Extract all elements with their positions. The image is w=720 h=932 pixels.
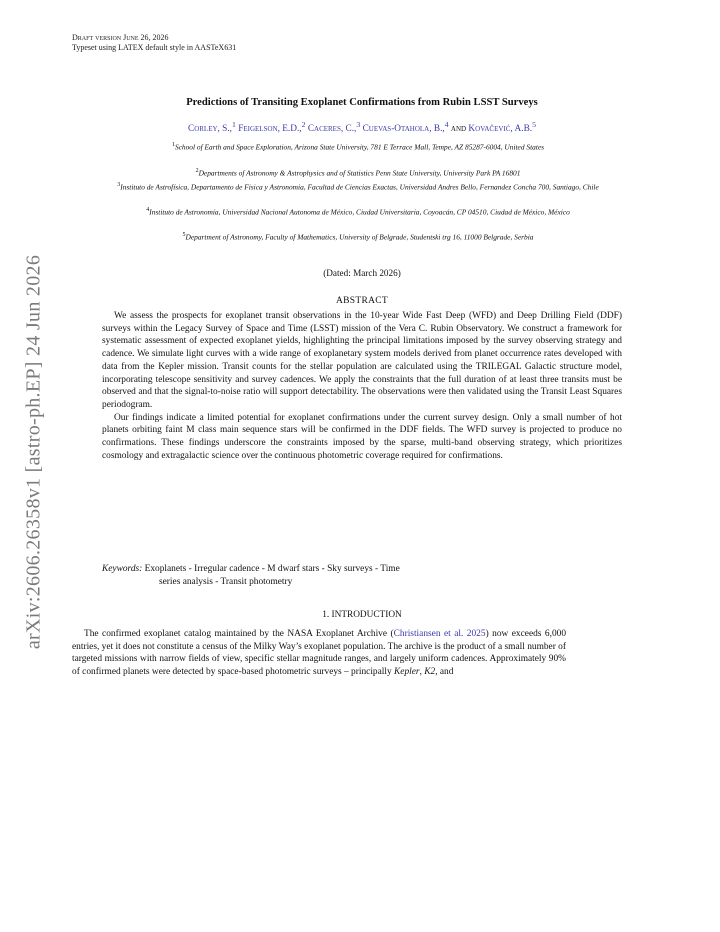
author-name[interactable]: Corley, S., <box>188 124 232 135</box>
affiliation-mark: 3 <box>117 182 121 188</box>
author-and: and <box>450 124 467 135</box>
mission-name: K2 <box>424 666 436 677</box>
intro-text-part: The confirmed exoplanet catalog maintained by the NASA Exoplanet Archive ( <box>84 629 394 639</box>
section-heading: 1. INTRODUCTION <box>322 610 402 620</box>
dated-line: (Dated: March 2026) <box>323 268 401 278</box>
author-name[interactable]: Kovačević, A.B. <box>468 124 533 135</box>
author-affil-mark: 2 <box>301 120 306 129</box>
author-affil-mark: 3 <box>356 120 361 129</box>
affiliation <box>58 140 658 153</box>
keywords-line: Exoplanets - Irregular cadence - M dwarf stars - Sky surveys - Time <box>144 564 400 574</box>
affiliation-text: Departments of Astronomy & Astrophysics and of Statistics Penn State University, University Park PA 16801 <box>198 168 521 178</box>
typeset-line: Typeset using LATEX default style in AASTeX631 <box>72 43 237 52</box>
abstract-paragraph: We assess the prospects for exoplanet transit observations in the 10-year Wide Fast Deep (WFD) and Deep Drilling Field (DDF) surveys within the Legacy Survey of Space and Time (LSST) mission of the Vera C. Rubin Observatory. We construct a framework for systematic assessment of expected exoplanet yields, highlighting the principal limitations imposed by the survey observing strategy and cadence. We simulate light curves with a wide range of exoplanetary system models derived from planet occurrence rates developed with data from the Kepler mission. Transit counts for the stellar population are calculated using the TRILEGAL Galactic structure model, incorporating telescope sensitivity and survey cadences. We apply the constraints that the full duration of at least three transits must be observed and that the signal-to-noise ratio will support detectability. The observations were then validated using the Transit Least Squares periodogram. <box>102 311 622 410</box>
arxiv-sidebar <box>0 0 60 932</box>
keywords-line: series analysis - Transit photometry <box>159 576 293 587</box>
author-name[interactable]: Cuevas-Otahola, B., <box>362 124 445 135</box>
draft-header <box>72 33 236 53</box>
intro-text-part: , and <box>435 666 454 677</box>
keywords-label: Keywords: <box>102 564 143 574</box>
affiliation-text: Instituto de Astronomía, Universidad Nacional Autonoma de México, Ciudad Universitaria, Coyoacán, CP 04510, Ciudad de México, México <box>149 207 570 217</box>
affiliation <box>58 230 658 243</box>
affiliation <box>58 180 658 193</box>
abstract-paragraph: Our findings indicate a limited potential for exoplanet confirmations under the current survey design. Only a small number of hot planets orbiting faint M class main sequence stars will be confirmed in the DDF fields. The WFD survey is projected to produce no confirmations. These findings underscore the constraints imposed by the sparse, multi-band observing strategy, which prioritizes cosmology and extragalactic science over the continuous photometric coverage required for confirmations. <box>102 412 622 461</box>
affiliation <box>58 205 658 218</box>
draft-line: Draft version June 26, 2026 <box>72 33 169 42</box>
author-affil-mark: 5 <box>532 120 536 129</box>
intro-text <box>72 628 566 678</box>
affiliation-text: Instituto de Astrofísica, Departamento de Fisica y Astronomia, Facultad de Ciencias Exactas, Universidad Andres Bello, Fernandez Concha 700, Santiago, Chile <box>120 182 599 192</box>
intro-text-part: ) now exceeds 6,000 entries, yet it does not constitute a census of the Milky Way’s exoplanet population. The archive is the product of a small number of targeted missions with narrow fields of view, specific stellar magnitude ranges, and largely uniform cadences. Approximately 90% of confirmed planets were detected by space-based photometric surveys – principally <box>72 629 567 677</box>
author-name[interactable]: Caceres, C., <box>307 124 357 135</box>
intro-paragraph <box>72 628 566 678</box>
affiliation-mark: 2 <box>195 168 199 174</box>
affiliation-mark: 1 <box>171 142 175 148</box>
author-affil-mark: 1 <box>232 120 236 129</box>
intro-text-part: , <box>419 666 425 677</box>
affiliation-mark: 4 <box>146 207 150 213</box>
citation-link[interactable]: Christiansen et al. 2025 <box>393 629 486 639</box>
paper-title: Predictions of Transiting Exoplanet Confirmations from Rubin LSST Surveys <box>186 97 538 108</box>
abstract-body <box>102 310 622 462</box>
mission-name: Kepler <box>394 666 420 677</box>
affiliation-text: School of Earth and Space Exploration, Arizona State University, 781 E Terrace Mall, Tempe, AZ 85287-6004, United States <box>174 142 545 152</box>
affiliation-mark: 5 <box>182 232 186 238</box>
arxiv-identifier: arXiv:2606.26358v1 [astro-ph.EP] 24 Jun 2026 <box>22 254 45 650</box>
author-name[interactable]: Feigelson, E.D., <box>238 124 302 135</box>
abstract-heading: ABSTRACT <box>335 296 389 306</box>
author-affil-mark: 4 <box>444 120 449 129</box>
author-list <box>62 120 662 134</box>
keywords <box>102 563 532 588</box>
affiliation-text: Department of Astronomy, Faculty of Mathematics, University of Belgrade, Studentski trg 16, 11000 Belgrade, Serbia <box>185 232 534 242</box>
affiliation <box>58 166 658 179</box>
